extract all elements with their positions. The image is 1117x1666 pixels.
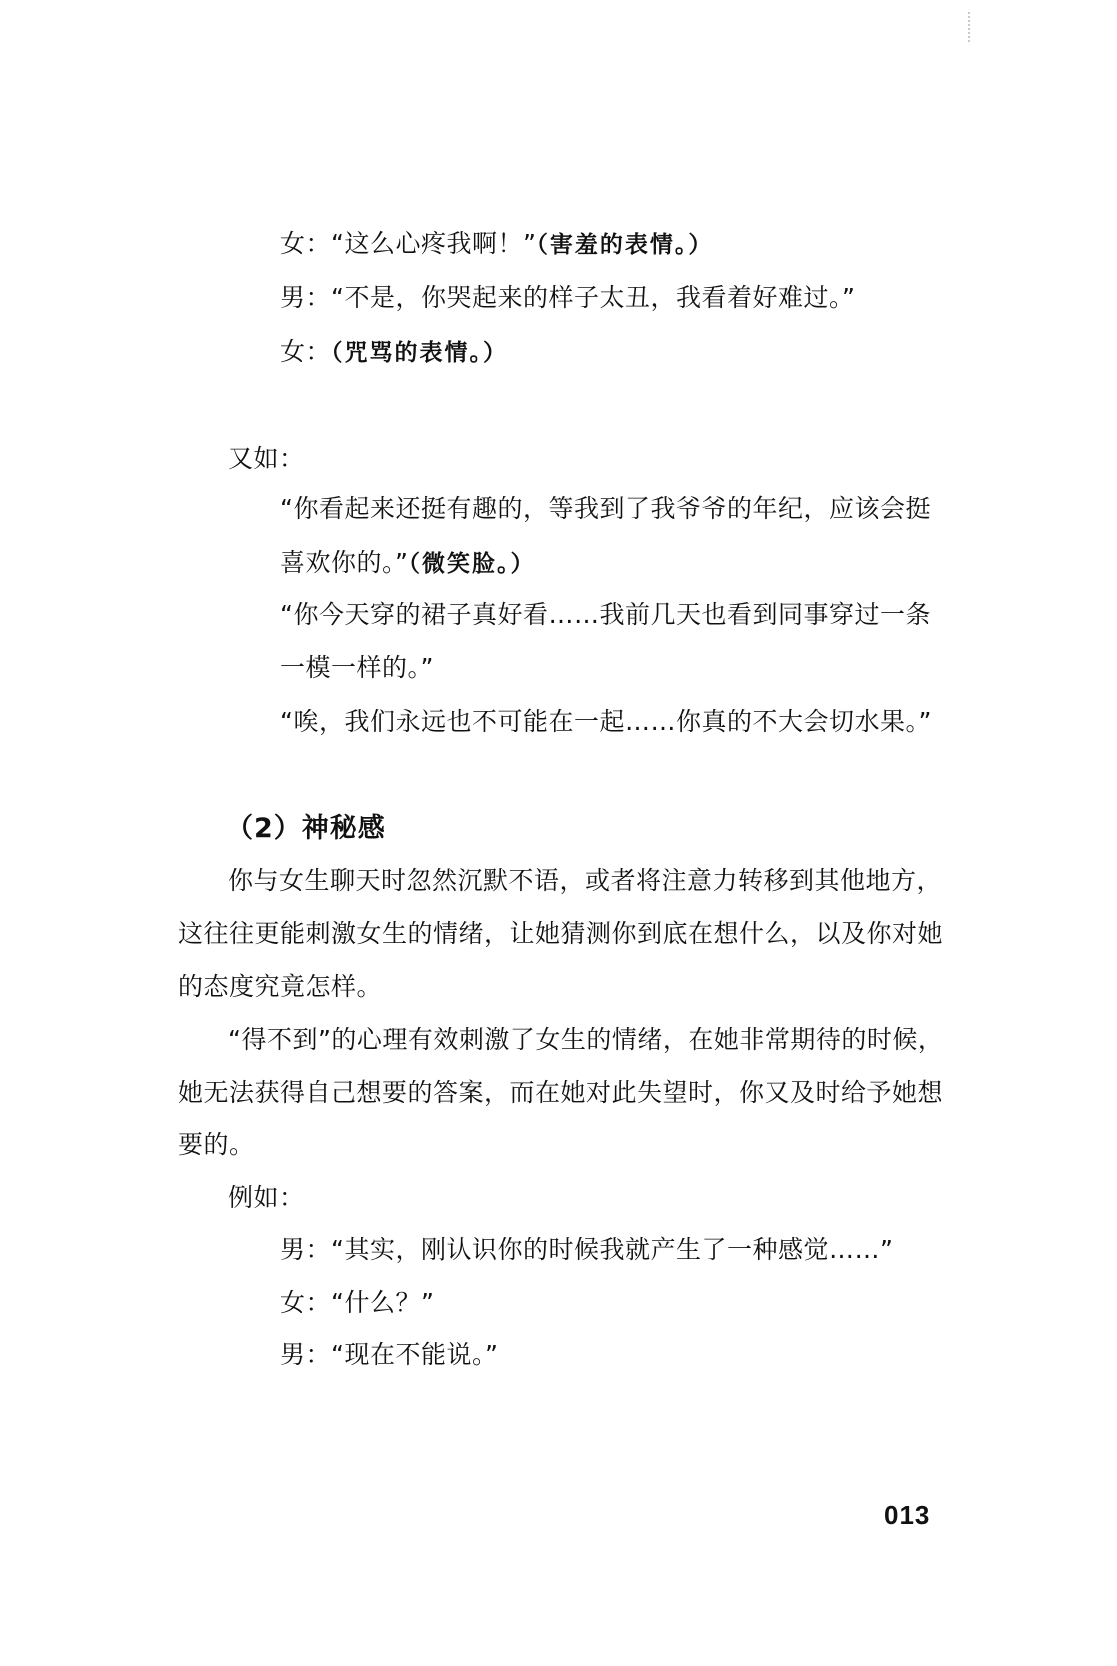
body-text: 你与女生聊天时忽然沉默不语，或者将注意力转移到其他地方，: [228, 866, 943, 895]
dialogue-quote: “现在不能说。”: [331, 1340, 499, 1369]
speaker-label: 男：: [280, 1235, 332, 1264]
speaker-label: 女：: [280, 337, 332, 366]
stage-direction: （咒骂的表情。）: [331, 339, 509, 366]
dialogue-quote: “这么心疼我啊！”: [331, 229, 537, 258]
body-text: 的态度究竟怎样。: [178, 972, 383, 1001]
speaker-label: 女：: [280, 229, 332, 258]
dialogue-line: [280, 1234, 893, 1266]
dialogue-line: [280, 282, 855, 314]
dialogue-quote: “不是，你哭起来的样子太丑，我看着好难过。”: [331, 283, 856, 312]
dialogue-quote: “什么？”: [331, 1288, 435, 1317]
example-text-continued: 喜欢你的。”: [280, 548, 409, 577]
dialogue-quote: “其实，刚认识你的时候我就产生了一种感觉……”: [331, 1235, 894, 1264]
dialogue-line: [280, 228, 713, 261]
body-text: 这往往更能刺激女生的情绪，让她猜测你到底在想什么，以及你对她: [178, 919, 944, 948]
example-text: “你看起来还挺有趣的，等我到了我爷爷的年纪，应该会挺: [280, 494, 931, 523]
example-text: “唉，我们永远也不可能在一起……你真的不大会切水果。”: [280, 707, 932, 736]
body-text: “得不到”的心理有效刺激了女生的情绪，在她非常期待的时候，: [228, 1025, 944, 1054]
example-label: 例如：: [228, 1183, 305, 1212]
section-heading: （2）神秘感: [226, 813, 386, 844]
example-text: 一模一样的。”: [280, 653, 434, 682]
example-text: “你今天穿的裙子真好看……我前几天也看到同事穿过一条: [280, 600, 931, 629]
stage-direction: （微笑脸。）: [408, 550, 536, 577]
scan-artifact-mark: [968, 12, 972, 42]
body-text: 要的。: [178, 1130, 255, 1159]
speaker-label: 女：: [280, 1288, 332, 1317]
stage-direction: （害羞的表情。）: [536, 231, 714, 258]
example-label: 又如：: [228, 444, 305, 473]
page-number: 013: [884, 1500, 931, 1530]
example-text: [280, 547, 535, 580]
dialogue-line: [280, 1339, 498, 1371]
dialogue-line: [280, 336, 508, 369]
dialogue-line: [280, 1287, 434, 1319]
speaker-label: 男：: [280, 283, 332, 312]
speaker-label: 男：: [280, 1340, 332, 1369]
body-text: 她无法获得自己想要的答案，而在她对此失望时，你又及时给予她想: [178, 1078, 944, 1107]
